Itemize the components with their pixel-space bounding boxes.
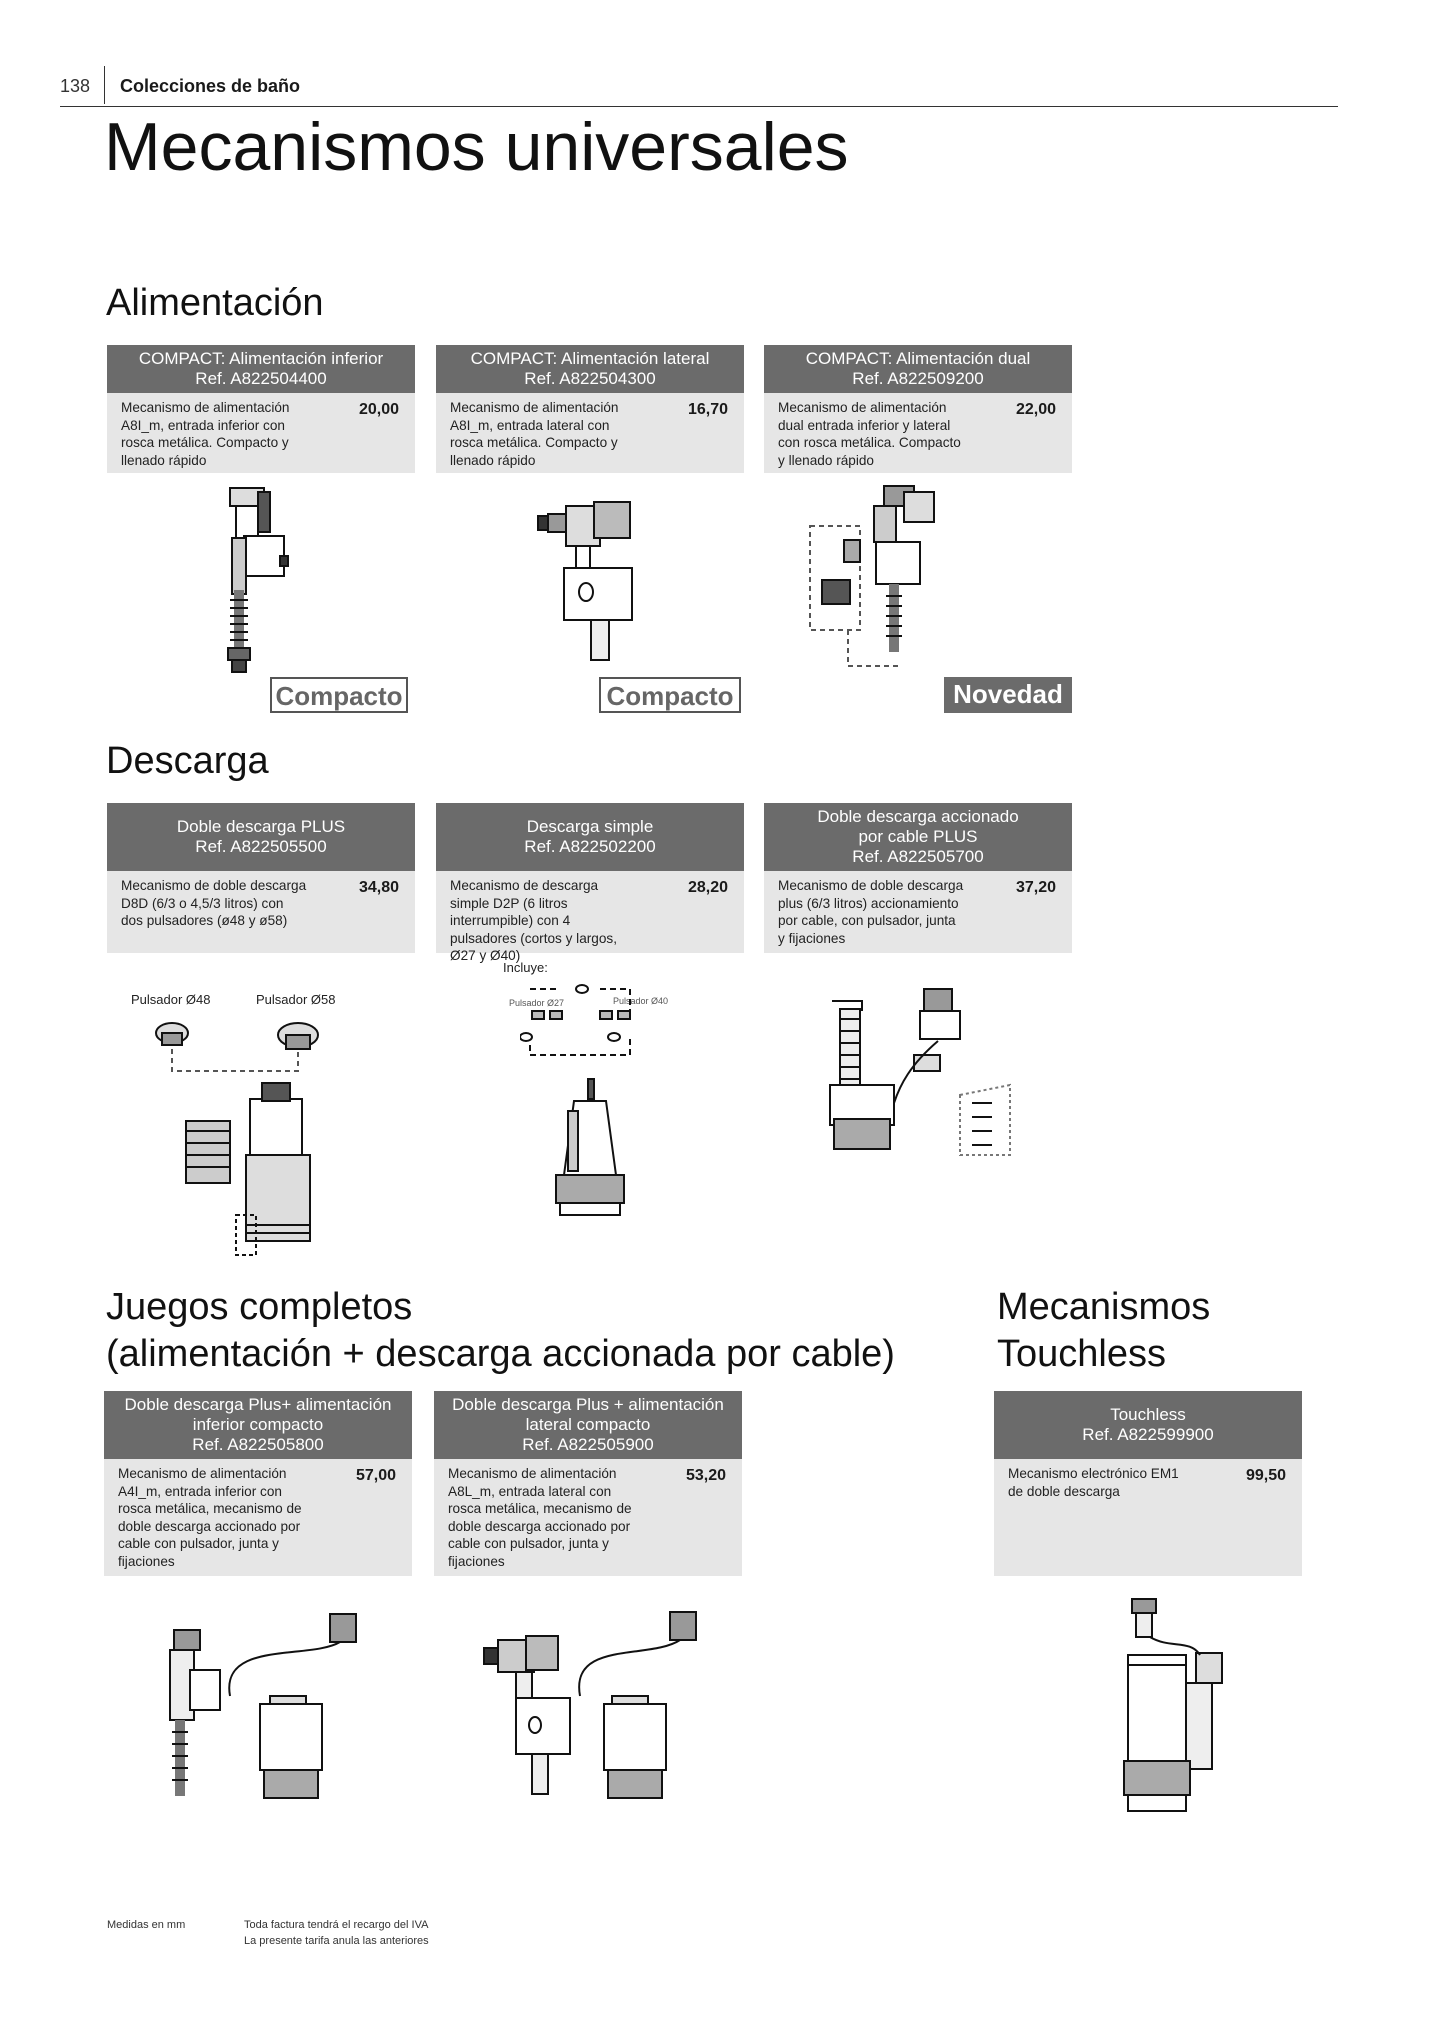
card-header bbox=[764, 345, 1072, 393]
card-header bbox=[436, 345, 744, 393]
product-card bbox=[436, 345, 744, 473]
product-card bbox=[107, 803, 415, 953]
product-card bbox=[434, 1391, 742, 1576]
card-ref: Ref. A822505500 bbox=[195, 837, 327, 856]
card-ref: Ref. A822505800 bbox=[192, 1435, 324, 1454]
section-heading-touchless-line2: Touchless bbox=[997, 1333, 1166, 1375]
card-price: 37,20 bbox=[1015, 879, 1056, 896]
card-body bbox=[434, 1459, 742, 1576]
label-pulsador-58: Pulsador Ø58 bbox=[256, 992, 336, 1007]
card-description: Mecanismo de alimentación A8I_m, entrada inferior con rosca metálica. Compacto y llenado rápido bbox=[121, 400, 290, 468]
card-price: 22,00 bbox=[1015, 401, 1056, 418]
card-description: Mecanismo de doble descarga plus (6/3 litros) accionamiento por cable, con pulsador, junta y fijaciones bbox=[778, 878, 964, 946]
badge-novedad: Novedad bbox=[944, 677, 1072, 713]
section-heading-juegos-line2: (alimentación + descarga accionada por cable) bbox=[106, 1333, 895, 1375]
section-heading-descarga: Descarga bbox=[106, 740, 269, 782]
card-body bbox=[436, 393, 744, 473]
card-body bbox=[107, 871, 415, 953]
card-price: 34,80 bbox=[358, 879, 399, 896]
card-body bbox=[104, 1459, 412, 1576]
label-pulsador-48: Pulsador Ø48 bbox=[131, 992, 211, 1007]
card-title: Doble descarga Plus+ alimentación inferior compacto bbox=[124, 1395, 392, 1434]
footer-measures-note: Medidas en mm bbox=[107, 1919, 186, 1931]
product-card bbox=[764, 803, 1072, 953]
section-heading-juegos bbox=[106, 1284, 895, 1378]
card-ref: Ref. A822599900 bbox=[1082, 1425, 1214, 1444]
section-heading-touchless bbox=[997, 1284, 1210, 1378]
section-heading-juegos-line1: Juegos completos bbox=[106, 1286, 413, 1328]
card-ref: Ref. A822504400 bbox=[195, 369, 327, 388]
card-price: 53,20 bbox=[685, 1467, 726, 1484]
card-body bbox=[764, 393, 1072, 473]
badge-compacto: Compacto bbox=[270, 677, 408, 713]
fill-valve-lateral-image bbox=[536, 496, 646, 666]
product-card bbox=[104, 1391, 412, 1576]
card-price: 57,00 bbox=[355, 1467, 396, 1484]
card-body bbox=[764, 871, 1072, 953]
card-header bbox=[764, 803, 1072, 871]
card-title: Doble descarga Plus + alimentación lateral compacto bbox=[452, 1395, 724, 1434]
card-ref: Ref. A822505700 bbox=[852, 847, 984, 866]
card-description: Mecanismo de alimentación dual entrada inferior y lateral con rosca metálica. Compacto y llenado rápido bbox=[778, 400, 961, 468]
card-header bbox=[994, 1391, 1302, 1459]
card-body bbox=[994, 1459, 1302, 1576]
card-header bbox=[104, 1391, 412, 1459]
touchless-flush-image bbox=[1110, 1595, 1230, 1825]
footer-tarifa-note: La presente tarifa anula las anteriores bbox=[244, 1935, 429, 1947]
header-rule bbox=[60, 106, 1338, 107]
cable-flush-plus-image bbox=[820, 985, 1030, 1165]
footer-legal-note bbox=[244, 1917, 429, 1949]
single-flush-image bbox=[520, 975, 650, 1220]
section-heading-touchless-line1: Mecanismos bbox=[997, 1286, 1211, 1328]
card-price: 28,20 bbox=[687, 879, 728, 896]
card-title: Descarga simple bbox=[526, 817, 654, 836]
page-title: Mecanismos universales bbox=[104, 109, 849, 185]
combo-bottom-fill-image bbox=[160, 1600, 360, 1810]
card-body bbox=[107, 393, 415, 473]
card-header bbox=[107, 345, 415, 393]
label-pulsador-40: Pulsador Ø40 bbox=[613, 996, 669, 1006]
card-body bbox=[436, 871, 744, 964]
section-heading-alimentacion: Alimentación bbox=[106, 282, 324, 324]
card-description: Mecanismo de alimentación A8I_m, entrada lateral con rosca metálica. Compacto y llenado rápido bbox=[450, 400, 619, 468]
card-description: Mecanismo electrónico EM1 de doble descarga bbox=[1008, 1466, 1179, 1499]
card-title: COMPACT: Alimentación dual bbox=[805, 349, 1031, 368]
card-title: Touchless bbox=[1110, 1405, 1186, 1424]
card-ref: Ref. A822504300 bbox=[524, 369, 656, 388]
card-description: Mecanismo de descarga simple D2P (6 litros interrumpible) con 4 pulsadores (cortos y largos, Ø27 y Ø40) bbox=[450, 878, 617, 964]
product-card bbox=[107, 345, 415, 473]
card-header bbox=[436, 803, 744, 871]
fill-valve-bottom-image bbox=[200, 480, 300, 680]
card-title: Doble descarga PLUS bbox=[176, 817, 346, 836]
product-card bbox=[994, 1391, 1302, 1576]
footer-iva-note: Toda factura tendrá el recargo del IVA bbox=[244, 1919, 429, 1931]
card-ref: Ref. A822502200 bbox=[524, 837, 656, 856]
card-price: 99,50 bbox=[1245, 1467, 1286, 1484]
product-card bbox=[436, 803, 744, 964]
combo-lateral-fill-image bbox=[480, 1600, 700, 1810]
card-title: COMPACT: Alimentación inferior bbox=[138, 349, 384, 368]
label-pulsador-27: Pulsador Ø27 bbox=[509, 998, 565, 1008]
card-description: Mecanismo de alimentación A8L_m, entrada lateral con rosca metálica, mecanismo de doble descarga accionado por cable con pulsador, junta y fijaciones bbox=[448, 1466, 632, 1569]
card-title: Doble descarga accionado por cable PLUS bbox=[817, 807, 1019, 846]
label-incluye: Incluye: bbox=[503, 960, 548, 975]
card-price: 20,00 bbox=[358, 401, 399, 418]
product-card bbox=[764, 345, 1072, 473]
card-price: 16,70 bbox=[687, 401, 728, 418]
section-label: Colecciones de baño bbox=[120, 76, 301, 96]
dual-flush-plus-image bbox=[150, 1015, 320, 1275]
card-header bbox=[434, 1391, 742, 1459]
header-divider bbox=[104, 66, 105, 104]
card-title: COMPACT: Alimentación lateral bbox=[470, 349, 710, 368]
page-number: 138 bbox=[60, 76, 91, 96]
badge-compacto: Compacto bbox=[599, 677, 741, 713]
card-ref: Ref. A822509200 bbox=[852, 369, 984, 388]
fill-valve-dual-image bbox=[808, 480, 938, 670]
card-description: Mecanismo de alimentación A4I_m, entrada inferior con rosca metálica, mecanismo de doble descarga accionado por cable con pulsador, junta y fijaciones bbox=[118, 1466, 302, 1569]
card-description: Mecanismo de doble descarga D8D (6/3 o 4,5/3 litros) con dos pulsadores (ø48 y ø58) bbox=[121, 878, 307, 929]
card-ref: Ref. A822505900 bbox=[522, 1435, 654, 1454]
card-header bbox=[107, 803, 415, 871]
